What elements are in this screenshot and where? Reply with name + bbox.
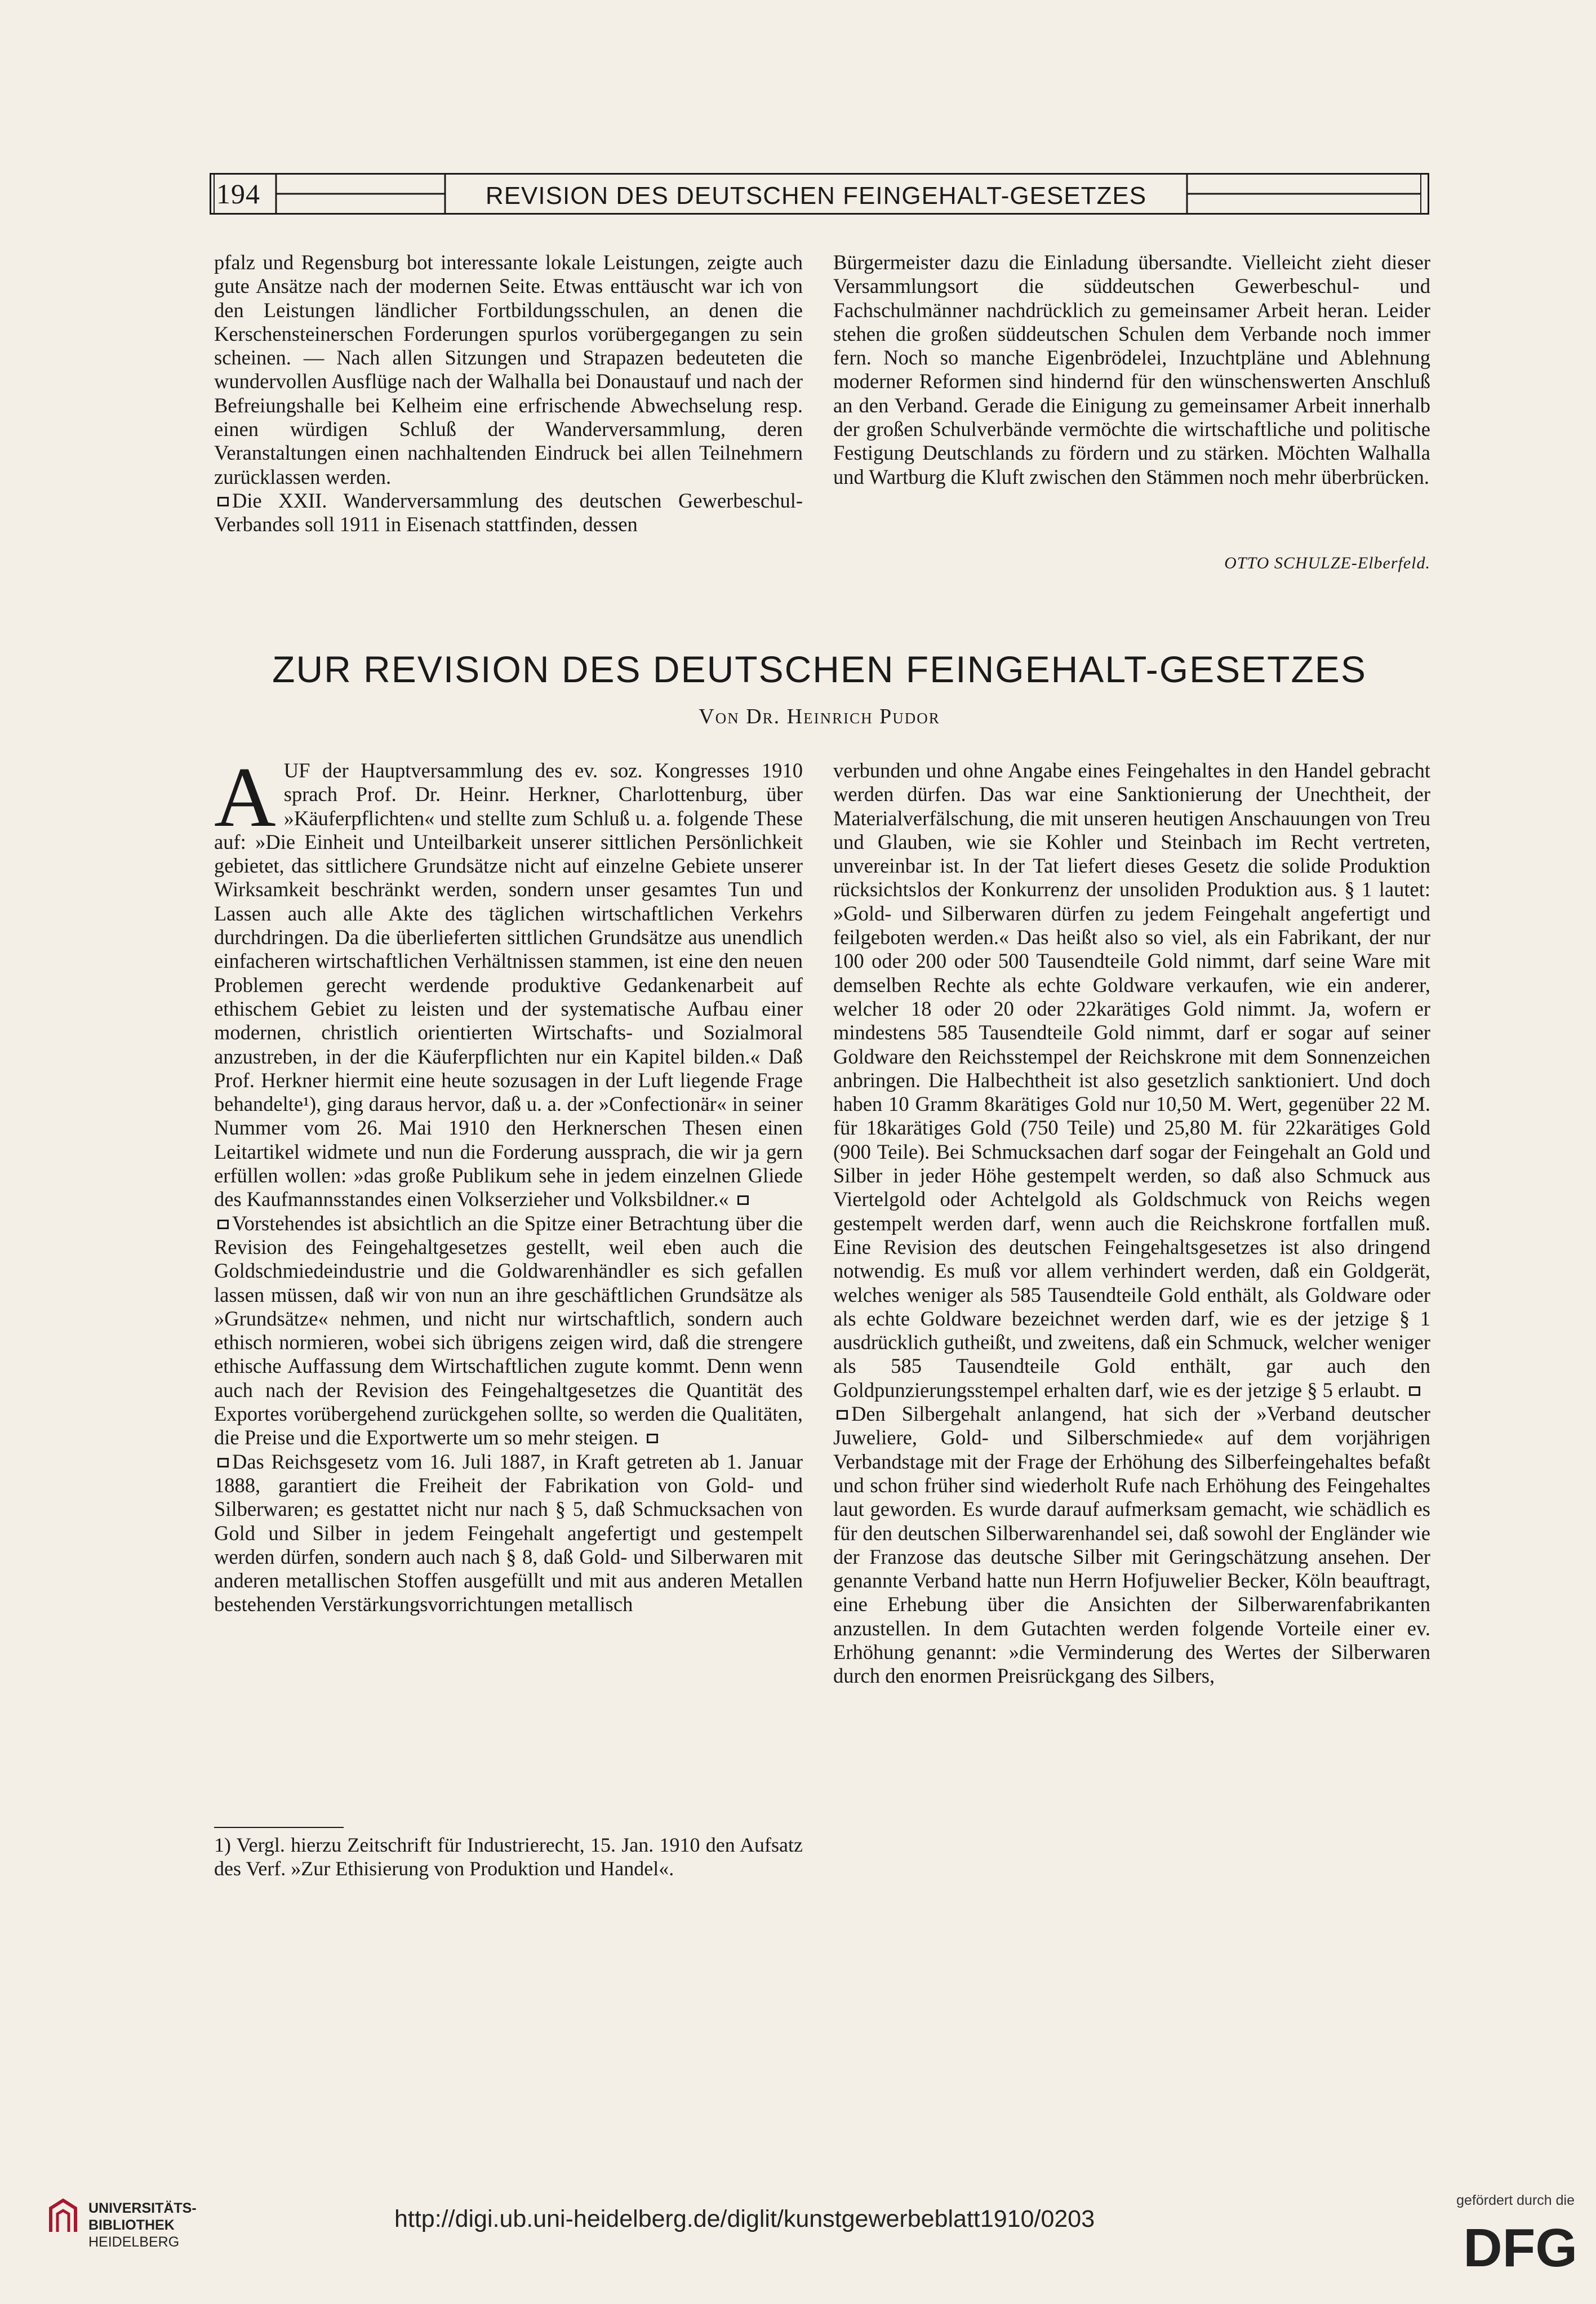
paragraph-mark-icon	[217, 1220, 229, 1229]
author-signature: OTTO SCHULZE-Elberfeld.	[1224, 554, 1430, 572]
footnote-rule	[214, 1827, 344, 1828]
paragraph-mark-icon	[217, 497, 229, 506]
paragraph-end-mark-icon	[737, 1195, 749, 1205]
institution-line: HEIDELBERG	[88, 2234, 180, 2250]
institution-line: UNIVERSITÄTS-	[88, 2200, 197, 2216]
paragraph: Den Silbergehalt anlangend, hat sich der »Verband deutscher Juweliere, Gold- und Silberschmiede« auf dem vorjährigen Verbandstage mit der Frage der Erhöhung des Silberfeingehaltes befaßt und schon früher sind wiederholt Rufe nach Erhöhung des Feingehaltes laut geworden. Es wurde darauf aufmerksam gemacht, wie schädlich es für den deutschen Silberwarenhandel sei, daß sowohl der Engländer wie der Franzose das deutsche Silber mit Geringschätzung ansehen. Der genannte Verband hatte nun Herrn Hofjuwelier Becker, Köln beauftragt, eine Erhebung über die Ansichten der Silberwarenfabrikanten anzustellen. In dem Gutachten werden folgende Vorteile einer ev. Erhöhung genannt: »die Verminderung des Wertes der Silberwaren durch den enormen Preisrückgang des Silbers,	[833, 1402, 1430, 1688]
footnote: 1) Vergl. hierzu Zeitschrift für Industrierecht, 15. Jan. 1910 den Aufsatz des Verf. »Zur Ethisierung von Produktion und Handel«.	[214, 1834, 803, 1880]
dfg-logo-text: DFG	[1463, 2218, 1577, 2273]
paragraph: Das Reichsgesetz vom 16. Juli 1887, in Kraft getreten ab 1. Januar 1888, garantiert die Freiheit der Fabrikation von Gold- und Silberwaren; es gestattet nicht nur nach § 5, daß Schmucksachen von Gold und Silber in jedem Feingehalt angefertigt und gestempelt werden dürfen, sondern auch nach § 8, daß Gold- und Silberwaren mit anderen metallischen Stoffen ausgefüllt und mit aus anderen Metallen bestehenden Verstärkungsvorrichtungen metallisch	[214, 1449, 803, 1616]
funded-by-label: gefördert durch die	[1456, 2192, 1575, 2208]
article-title: ZUR REVISION DES DEUTSCHEN FEINGEHALT-GESETZES	[272, 648, 1367, 690]
paragraph: Vorstehendes ist absichtlich an die Spitze einer Betrachtung über die Revision des Feingehaltgesetzes gestellt, weil eben auch die Goldschmiedeindustrie und die Goldwarenhändler es sich gefallen lassen müssen, daß wir von nun an ihre geschäftlichen Grundsätze als »Grundsätze« nehmen, und nicht nur wirtschaftlich, sondern auch ethisch normieren, wobei sich übrigens zeigen wird, daß die strengere ethische Auffassung dem Wirtschaftlichen zugute kommt. Denn wenn auch nach der Revision des Feingehaltgesetzes die Quantität des Exportes vorübergehend zurückgehen sollte, so werden die Qualitäten, die Preise und die Exportwerte um so mehr steigen.	[214, 1211, 803, 1449]
paragraph-mark-icon	[837, 1410, 848, 1420]
paragraph: verbunden und ohne Angabe eines Feingehaltes in den Handel gebracht werden dürfen. Das war eine Sanktionierung der Unechtheit, der Materialverfälschung, die mit unseren heutigen Anschauungen von Treu und Glauben, wie sie Kohler und Steinbach im Recht vertreten, unvereinbar ist. In der Tat liefert dieses Gesetz die solide Produktion rücksichtslos der Konkurrenz der unsoliden Produktion aus. § 1 lautet: »Gold- und Silberwaren dürfen zu jedem Feingehalt angefertigt und feilgeboten werden.« Das heißt also so viel, als ein Fabrikant, der nur 100 oder 200 oder 500 Tausendteile Gold nimmt, darf seine Ware mit demselben Rechte als echte Goldware verkaufen, wie ein anderer, welcher 18 oder 20 oder 22karätiges Gold nimmt. Ja, wofern er mindestens 585 Tausendteile Gold nimmt, darf er sogar auf seiner Goldware den Reichsstempel der Reichskrone mit dem Sonnenzeichen anbringen. Die Halbechtheit ist also gesetzlich sanktioniert. Und doch haben 10 Gramm 8karätiges Gold nur 10,50 M. Wert, gegenüber 22 M. für 18karätiges Gold (750 Teile) und 25,80 M. für 22karätiges Gold (900 Teile). Bei Schmucksachen darf sogar der Feingehalt an Gold und Silber in jeder Höhe gestempelt werden, so daß also Schmuck aus Viertelgold oder Achtelgold als Goldschmuck von Reichs wegen gestempelt werden darf, wenn auch die Reichskrone fortfallen muß. Eine Revision des deutschen Feingehaltsgesetzes ist also dringend notwendig. Es muß vor allem verhindert werden, daß ein Goldgerät, welches weniger als 585 Tausendteile Gold enthält, als Goldware oder als echte Goldware bezeichnet werden darf, wie es der jetzige § 1 ausdrücklich gutheißt, und zweitens, daß ein Schmuck, welcher weniger als 585 Tausendteile Gold enthält, gar auch den Goldpunzierungsstempel erhalten darf, wie es der jetzige § 5 erlaubt.	[833, 759, 1430, 1402]
previous-article-column-left	[214, 251, 803, 537]
article-column-right	[833, 759, 1430, 1688]
paragraph: Bürgermeister dazu die Einladung übersandte. Vielleicht zieht dieser Versammlungsort die süddeutschen Gewerbeschul- und Fachschulmänner nachdrücklich zu gemeinsamer Arbeit heran. Leider stehen die großen süddeutschen Schulen dem Verbande noch immer fern. Noch so manche Eigenbrödelei, Inzuchtpläne und Ablehnung moderner Reformen sind hindernd für den wünschenswerten Anschluß an den Verband. Gerade die Einigung zu gemeinsamer Arbeit innerhalb der großen Schulverbände vermöchte die wirtschaftliche und politische Festigung Deutschlands zu fördern und zu stärken. Möchten Walhalla und Wartburg die Kluft zwischen den Stämmen noch mehr überbrücken.	[833, 251, 1430, 488]
drop-cap: A	[214, 750, 276, 844]
paragraph-mark-icon	[217, 1458, 229, 1467]
previous-article-column-right	[833, 251, 1430, 489]
running-title: REVISION DES DEUTSCHEN FEINGEHALT-GESETZES	[485, 182, 1147, 210]
institution-name	[88, 2200, 197, 2250]
dfg-logo-icon	[1414, 2217, 1577, 2273]
page-number: 194	[216, 178, 260, 210]
paragraph: pfalz und Regensburg bot interessante lokale Leistungen, zeigte auch gute Ansätze nach der modernen Seite. Etwas enttäuscht war ich von den Leistungen ländlicher Fortbildungsschulen, an denen die Kerschensteinerschen Forderungen spurlos vorübergegangen zu sein scheinen. — Nach allen Sitzungen und Strapazen bedeuteten die wundervollen Ausflüge nach der Walhalla bei Donaustauf und nach der Befreiungshalle bei Kelheim eine erfrischende Abwechselung resp. einen würdigen Schluß der Wanderversammlung, deren Veranstaltungen einen nachhaltenden Eindruck bei allen Teilnehmern zurücklassen werden.	[214, 251, 803, 488]
article-column-left	[214, 750, 803, 1617]
paragraph-end-mark-icon	[647, 1434, 658, 1443]
paragraph: Die XXII. Wanderversammlung des deutschen Gewerbeschul-Verbandes soll 1911 in Eisenach stattfinden, dessen	[214, 488, 803, 536]
article-byline: Von Dr. Heinrich Pudor	[699, 705, 940, 728]
university-library-logo-icon	[46, 2197, 80, 2236]
paragraph-end-mark-icon	[1409, 1386, 1420, 1396]
running-header	[210, 173, 1429, 215]
institution-line: BIBLIOTHEK	[88, 2217, 175, 2233]
paragraph: AUF der Hauptversammlung des ev. soz. Kongresses 1910 sprach Prof. Dr. Heinr. Herkner, Charlottenburg, über »Käuferpflichten« und stellte zum Schluß u. a. folgende These auf: »Die Einheit und Unteilbarkeit unserer sittlichen Persönlichkeit gebietet, das sittlichere Grundsätze nicht auf einzelne Gebiete unserer Wirksamkeit beschränkt werden, sondern unser gesamtes Tun und Lassen auch alle Akte des täglichen wirtschaftlichen Verkehrs durchdringen. Da die überlieferten sittlichen Grundsätze aus unendlich einfacheren wirtschaftlichen Verhältnissen stammen, ist eine den neuen Problemen gerecht werdende produktive Gedankenarbeit auf ethischem Gebiet zu leisten und der systematische Aufbau einer modernen, christlich orientierten Wirtschafts- und Sozialmoral anzustreben, in der die Käuferpflichten nur ein Kapitel bilden.« Daß Prof. Herkner hiermit eine heute sozusagen in der Luft liegende Frage behandelte¹), ging daraus hervor, daß u. a. der »Confectionär« in seiner Nummer vom 26. Mai 1910 den Herknerschen Thesen einen Leitartikel widmete und nun die Forderung aussprach, die wir ja gern erfüllen wollen: »das große Publikum sehe in jedem einzelnen Gliede des Kaufmannsstandes einen Volkserzieher und Volksbildner.«	[214, 750, 803, 1211]
digital-copy-url-link[interactable]: http://digi.ub.uni-heidelberg.de/diglit/kunstgewerbeblatt1910/0203	[394, 2205, 1095, 2232]
